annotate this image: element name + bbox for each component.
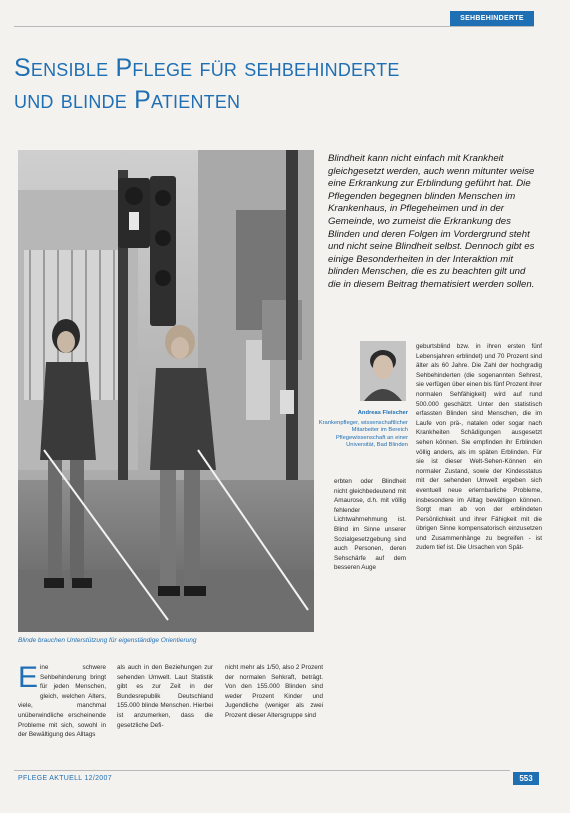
body-column-1: [18, 663, 106, 740]
body-column-1-text: ine schwere Sehbehinderung bringt für jeden Menschen, gleich, welchen Alters, viele, manchmal unüberwindliche erscheinende Probleme mit sich, sowohl in der Bewältigung des Alltags: [18, 664, 106, 739]
body-column-4: erbten oder Blindheit nicht gleichbedeutend mit Amaurose, d.h. mit völlig fehlender Lichtwahrnehmung ist. Blind im Sinne unserer Sozialgesetzgebung sind auch Personen, deren Sehschärfe auf dem besseren Auge: [334, 478, 406, 572]
author-portrait-illustration: [360, 341, 406, 401]
section-tag: SEHBEHINDERTE: [450, 11, 534, 26]
street-crossing-illustration: [18, 150, 314, 632]
author-portrait: [360, 341, 406, 401]
lead-text: Blindheit kann nicht einfach mit Krankheit gleichgesetzt werden, auch wenn mitunter weise eine Erkrankung zur Erblindung geführt hat. Die Pflegenden begegnen blinden Menschen im Krankenhaus, in Pflegeheimen und in der Gemeinde, wo zumeist die Erkrankung des Blinden und deren Folgen im Vordergrund steht und nicht seine Blindheit selbst. Dennoch gibt es einige Besonderheiten in der Interaktion mit blinden Menschen, die es zu beachten gilt und die in diesem Beitrag thematisiert werden sollen.: [328, 153, 535, 290]
drop-cap: E: [18, 661, 39, 694]
page-number: 553: [513, 772, 539, 785]
body-column-3: nicht mehr als 1/50, also 2 Prozent der normalen Sehkraft, beträgt. Von den 155.000 Blinden sind weder Prozent Kinder und Jugendliche (weniger als zwei Prozent dieser Altersgruppe sind: [225, 664, 323, 719]
title-line-1: Sensible Pflege für sehbehinderte: [14, 54, 400, 82]
title-line-2: und blinde Patienten: [14, 86, 241, 114]
journal-name: PFLEGE AKTUELL 12/2007: [18, 775, 112, 782]
body-column-2: als auch in den Beziehungen zur sehenden Umwelt. Laut Statistik gibt es zur Zeit in der Bundesrepublik Deutschland 155.000 blinde Menschen. Hierbei ist anzumerken, dass die gesetzliche Defi-: [117, 664, 213, 729]
street-crossing-photo: [18, 150, 314, 632]
author-bio: Krankenpfleger, wissenschaftlicher Mitarbeiter im Bereich Pflegewissenschaft an einer Universität, Bad Blinden: [318, 420, 408, 448]
header-rule: [14, 26, 534, 27]
photo-caption: Blinde brauchen Unterstützung für eigenständige Orientierung: [18, 637, 197, 644]
article-title: [14, 52, 544, 116]
article-lead: [328, 153, 540, 292]
footer-rule: [14, 770, 510, 771]
body-column-5: geburtsblind bzw. in ihren ersten fünf Lebensjahren erblindet) und 70 Prozent sind älter als 60 Jahre. Die Zahl der hochgradig Sehbehinderten (die sogenannten Sehrest, sie verfügen über einen bis fünf Prozent ihrer normalen Sehfähigkeit) wird auf rund 500.000 geschätzt. Unter den statistisch erfassten Blinden sind Menschen, die im Laufe von prä-, natalen oder sogar nach Krankheiten Schädigungen ausgesetzt sehen können. Sie empfinden ihr Erblinden völlig anders, als im späten Erblinden. Für sie ist dieser Welt-Sehen-Können ein normaler Zustand, sowie der Kindesstatus mit der sehenden Umwelt ergeben sich eventuell neue erlernbarliche Probleme, insbesondere im Alltag bewältigen können. Sorgt man ab von der erblindeten Persönlichkeit und ihrer Fähigkeit mit die übrigen Sinne kompensatorisch einzusetzen und Zusammenhänge zu begreifen - ist zudem tief ist. Die Ursachen von Spät-: [416, 343, 542, 552]
author-name: Andreas Fleischer: [357, 410, 408, 416]
